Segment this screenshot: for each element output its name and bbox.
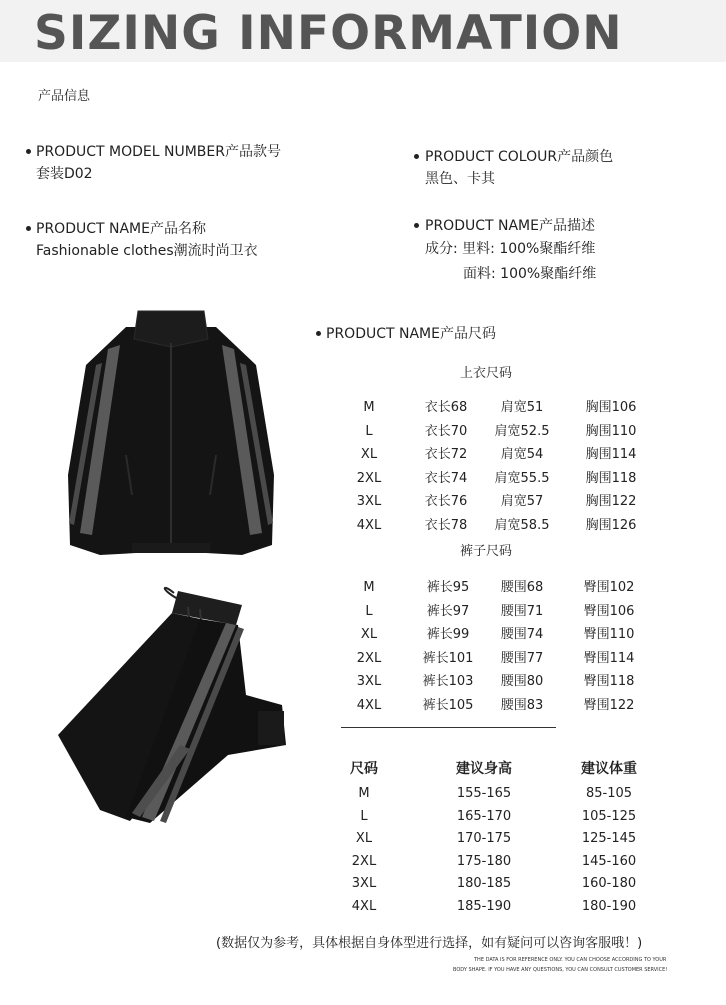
jacket-size-cell: 2XL [356, 470, 382, 486]
recommend-header-cell: 建议体重 [581, 761, 637, 777]
recommend-cell: 185-190 [456, 898, 512, 914]
pants-size-title: 裤子尺码 [459, 544, 513, 559]
jacket-size-cell: 衣长68 [424, 400, 468, 415]
colour-label: PRODUCT COLOUR产品颜色 [425, 149, 614, 165]
description-line2: 面料: 100%聚酯纤维 [463, 266, 597, 282]
pants-size-cell: 臀围122 [583, 697, 635, 713]
pants-size-cell: 臀围118 [583, 674, 635, 689]
pants-size-cell: M [363, 580, 375, 595]
recommend-cell: M [358, 786, 370, 801]
bullet-icon [26, 149, 31, 154]
pants-size-cell: 裤长95 [426, 580, 470, 595]
section-label: 产品信息 [38, 89, 91, 104]
model-label: PRODUCT MODEL NUMBER产品款号 [36, 144, 281, 160]
jacket-size-cell: 3XL [356, 494, 382, 509]
pants-size-cell: 裤长99 [426, 627, 470, 642]
recommend-cell: 4XL [351, 898, 377, 914]
pants-size-cell: 腰围80 [500, 674, 544, 689]
pants-size-cell: 腰围68 [500, 580, 544, 595]
jacket-size-cell: 肩宽51 [500, 400, 544, 415]
jacket-size-cell: XL [360, 447, 378, 462]
jacket-size-cell: 胸围114 [585, 447, 637, 462]
jacket-size-cell: 4XL [356, 517, 382, 533]
size-label: PRODUCT NAME产品尺码 [326, 326, 496, 342]
pants-size-cell: XL [360, 627, 378, 642]
pants-size-cell: 裤长101 [422, 650, 474, 666]
jacket-size-cell: 肩宽54 [500, 447, 544, 462]
pants-size-cell: 裤长105 [422, 697, 474, 713]
recommend-cell: 170-175 [456, 831, 512, 846]
jacket-size-cell: L [365, 423, 373, 439]
pants-image [50, 585, 290, 834]
divider [341, 727, 556, 728]
jacket-size-cell: 胸围122 [585, 494, 637, 509]
pants-size-cell: 臀围106 [583, 603, 635, 619]
pants-size-cell: 2XL [356, 650, 382, 666]
pants-size-cell: 腰围77 [500, 650, 544, 666]
jacket-image [56, 305, 286, 564]
pants-size-cell: 臀围114 [583, 650, 635, 666]
recommend-cell: 85-105 [585, 786, 633, 801]
model-value: 套装D02 [36, 166, 93, 182]
bullet-icon [316, 331, 321, 336]
jacket-size-cell: 肩宽52.5 [494, 423, 550, 439]
jacket-size-cell: 胸围118 [585, 470, 637, 486]
bullet-icon [26, 226, 31, 231]
jacket-size-cell: 肩宽55.5 [494, 470, 550, 486]
recommend-cell: 145-160 [581, 853, 637, 869]
description-line1: 成分: 里料: 100%聚酯纤维 [425, 241, 596, 257]
jacket-size-cell: M [363, 400, 375, 415]
recommend-cell: 180-185 [456, 876, 512, 891]
recommend-cell: L [360, 808, 368, 824]
bullet-icon [414, 154, 419, 159]
bullet-icon [414, 223, 419, 228]
jacket-size-cell: 衣长78 [424, 517, 468, 533]
name-label: PRODUCT NAME产品名称 [36, 221, 206, 237]
pants-size-cell: 臀围110 [583, 627, 635, 642]
jacket-size-cell: 胸围126 [585, 517, 637, 533]
recommend-cell: 2XL [351, 853, 377, 869]
recommend-cell: 105-125 [581, 808, 637, 824]
recommend-cell: 125-145 [581, 831, 637, 846]
header-banner [0, 0, 726, 62]
jacket-size-cell: 胸围110 [585, 423, 637, 439]
colour-value: 黑色、卡其 [425, 171, 495, 187]
footer-note: (数据仅为参考，具体根据自身体型进行选择，如有疑问可以咨询客服哦！) [216, 936, 643, 951]
pants-size-cell: L [365, 603, 373, 619]
footer-en-line1: THE DATA IS FOR REFERENCE ONLY. YOU CAN CHOOSE ACCORDING TO YOUR [474, 957, 667, 963]
pants-size-cell: 腰围74 [500, 627, 544, 642]
recommend-cell: 155-165 [456, 786, 512, 801]
name-value: Fashionable clothes潮流时尚卫衣 [36, 243, 258, 259]
pants-size-cell: 腰围83 [500, 697, 544, 713]
jacket-size-cell: 衣长70 [424, 423, 468, 439]
pants-size-cell: 腰围71 [500, 603, 544, 619]
page-title: SIZING INFORMATION [34, 6, 623, 61]
recommend-cell: 180-190 [581, 898, 637, 914]
pants-size-cell: 臀围102 [583, 580, 635, 595]
jacket-size-cell: 衣长72 [424, 447, 468, 462]
pants-size-cell: 裤长97 [426, 603, 470, 619]
pants-size-cell: 3XL [356, 674, 382, 689]
footer-en-line2: BODY SHAPE. IF YOU HAVE ANY QUESTIONS, YOU CAN CONSULT CUSTOMER SERVICE! [453, 967, 668, 973]
recommend-cell: 165-170 [456, 808, 512, 824]
pants-size-cell: 裤长103 [422, 674, 474, 689]
recommend-cell: XL [355, 831, 373, 846]
jacket-size-title: 上衣尺码 [459, 366, 513, 381]
recommend-cell: 3XL [351, 876, 377, 891]
jacket-size-cell: 衣长74 [424, 470, 468, 486]
jacket-size-cell: 衣长76 [424, 494, 468, 509]
recommend-header-cell: 尺码 [350, 761, 378, 777]
description-label: PRODUCT NAME产品描述 [425, 218, 595, 234]
recommend-cell: 175-180 [456, 853, 512, 869]
jacket-size-cell: 肩宽58.5 [494, 517, 550, 533]
recommend-cell: 160-180 [581, 876, 637, 891]
recommend-header-cell: 建议身高 [456, 761, 512, 777]
pants-size-cell: 4XL [356, 697, 382, 713]
jacket-size-cell: 肩宽57 [500, 494, 544, 509]
jacket-size-cell: 胸围106 [585, 400, 637, 415]
